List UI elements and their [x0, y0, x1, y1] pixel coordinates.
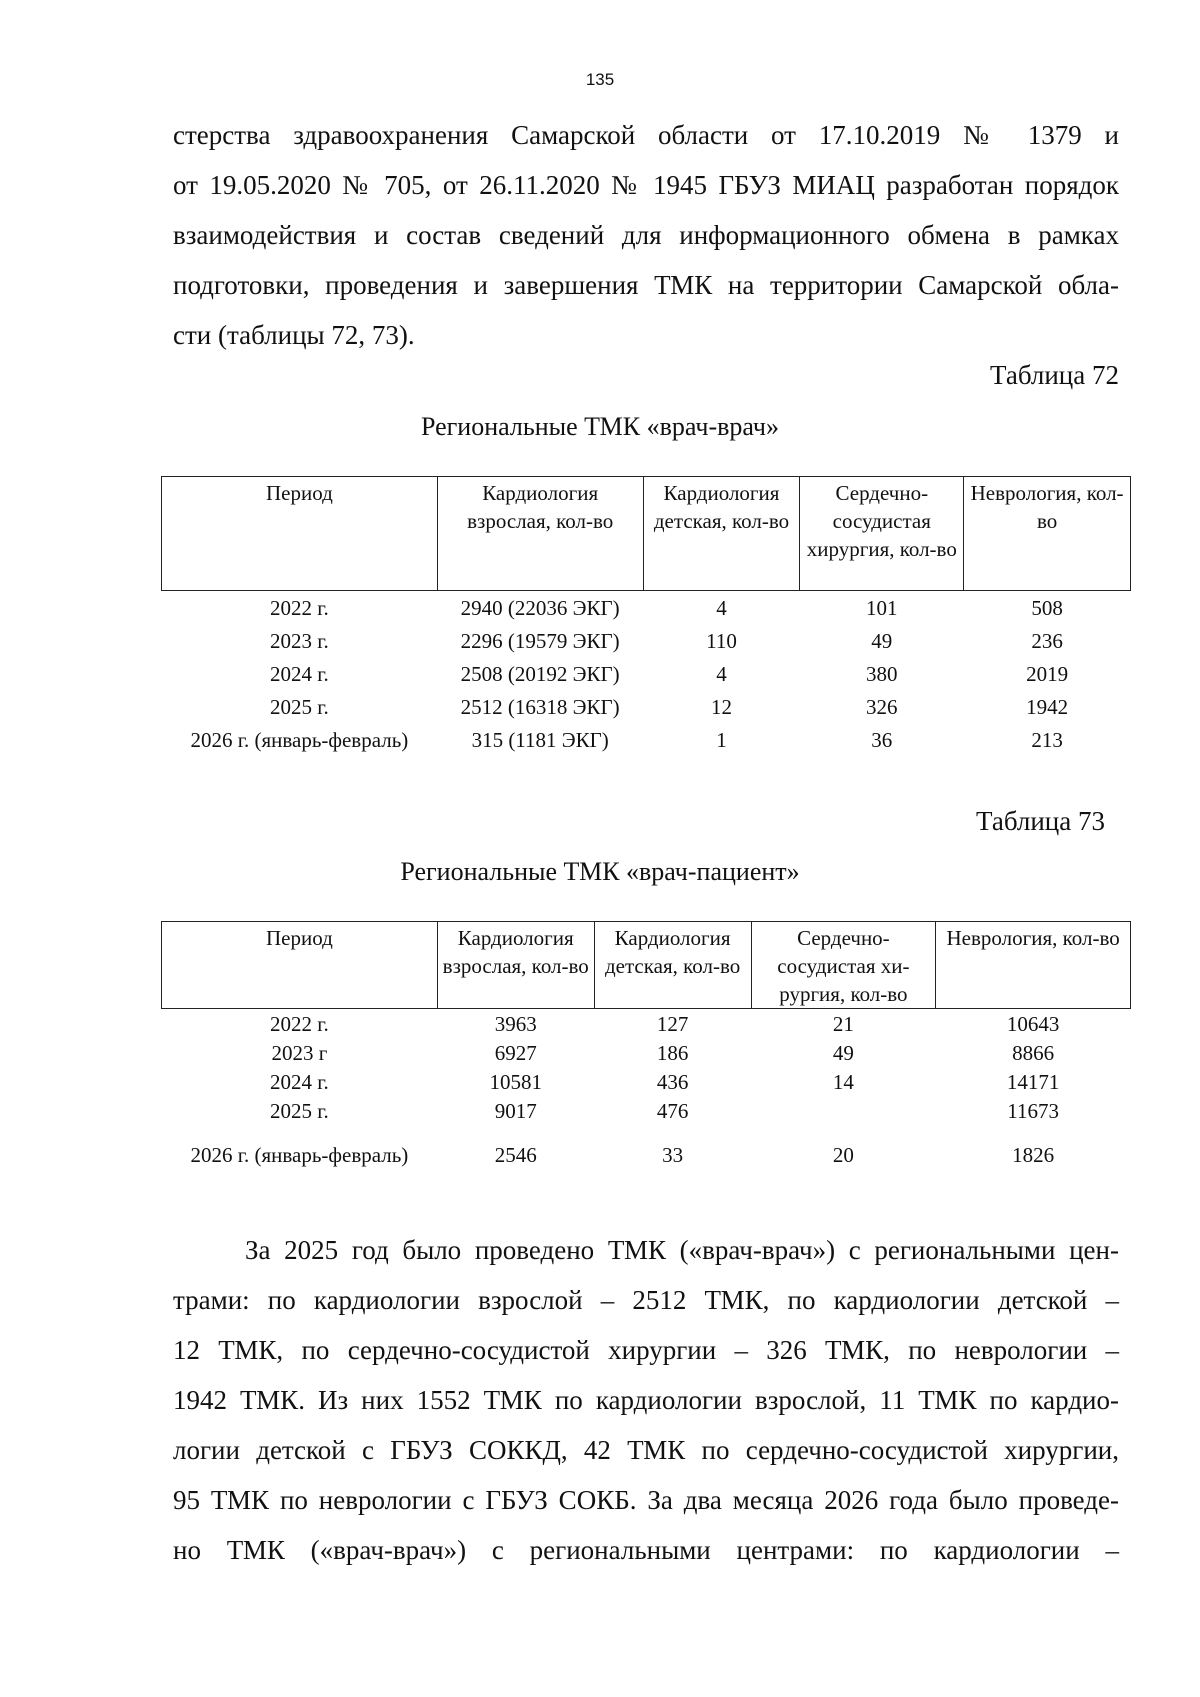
text-line: За 2025 год было проведено ТМК («врач-врач») с региональными цен- — [245, 1235, 1119, 1265]
column-header: Неврология, кол-во — [936, 922, 1131, 1009]
column-header: Сердечно-сосудистая хирургия, кол-во — [800, 477, 964, 591]
table-cell: 2023 г — [271, 1040, 328, 1065]
table-row — [162, 657, 1131, 690]
table-row — [162, 1009, 1131, 1039]
table-cell: 2024 г. — [270, 1069, 329, 1094]
column-header: Кардиология детская, кол-во — [594, 922, 751, 1009]
text-line: подготовки, проведения и завершения ТМК на территории Самарской обла- — [173, 270, 1119, 300]
table-cell: 9017 — [494, 1098, 537, 1123]
table-cell: 2023 г. — [270, 628, 329, 653]
table-cell: 33 — [662, 1143, 684, 1167]
table-cell: 380 — [866, 661, 898, 686]
column-header: Кардиология детская, кол-во — [643, 477, 800, 591]
table-cell: 436 — [656, 1069, 689, 1094]
column-header: Неврология, кол-во — [964, 477, 1131, 591]
table-cell: 21 — [832, 1011, 854, 1036]
text-line: но ТМК («врач-врач») с региональными центрами: по кардиологии – — [173, 1535, 1119, 1565]
table-cell: 1826 — [1012, 1143, 1055, 1167]
table-header-row — [162, 922, 1131, 1009]
table-cell: 476 — [656, 1098, 689, 1123]
table-cell: 4 — [716, 661, 727, 686]
table-cell: 2025 г. — [270, 694, 329, 719]
table-cell: 20 — [832, 1143, 854, 1167]
table-row — [162, 624, 1131, 657]
table-cell: 2546 — [494, 1143, 537, 1167]
table-73 — [161, 921, 1131, 1172]
table-cell: 127 — [656, 1011, 689, 1036]
table-cell: 36 — [871, 727, 893, 752]
table-cell: 2019 — [1026, 661, 1069, 686]
column-header: Сердечно-сосудистая хи-рургия, кол-во — [751, 922, 936, 1009]
table-72-label: Таблица 72 — [990, 360, 1119, 390]
table-cell: 326 — [866, 694, 898, 719]
intro-paragraph — [173, 110, 1119, 360]
table-cell: 49 — [871, 628, 893, 653]
text-line: стерства здравоохранения Самарской области от 17.10.2019 № 1379 и — [173, 120, 1119, 150]
table-header-row — [162, 477, 1131, 591]
text-line: от 19.05.2020 № 705, от 26.11.2020 № 1945 ГБУЗ МИАЦ разработан порядок — [173, 170, 1119, 200]
table-cell: 101 — [866, 595, 898, 620]
table-cell: 6927 — [494, 1040, 537, 1065]
page-number: 135 — [585, 70, 615, 89]
table-cell: 508 — [1031, 595, 1063, 620]
column-header: Период — [162, 477, 438, 591]
text-line: 95 ТМК по неврологии с ГБУЗ СОКБ. За два месяца 2026 года было проведе- — [173, 1485, 1119, 1515]
table-cell: 49 — [832, 1040, 854, 1065]
table-cell: 2296 (19579 ЭКГ) — [460, 628, 620, 653]
table-73-title: Региональные ТМК «врач-пациент» — [400, 857, 800, 886]
table-cell: 236 — [1031, 628, 1063, 653]
table-row — [162, 1038, 1131, 1067]
text-line: сти (таблицы 72, 73). — [173, 320, 415, 350]
table-cell: 10643 — [1006, 1011, 1060, 1036]
table-72 — [161, 476, 1131, 756]
table-row — [162, 1096, 1131, 1125]
text-line: взаимодействия и состав сведений для информационного обмена в рамках — [173, 220, 1119, 250]
closing-paragraph — [173, 1225, 1119, 1575]
table-cell: 2025 г. — [270, 1098, 329, 1123]
table-row — [162, 690, 1131, 723]
table-73-label: Таблица 73 — [976, 806, 1105, 836]
text-line: 12 ТМК, по сердечно-сосудистой хирургии – 326 ТМК, по неврологии – — [173, 1335, 1119, 1365]
table-cell: 11673 — [1007, 1098, 1059, 1123]
column-header: Кардиология взрослая, кол-во — [437, 922, 594, 1009]
column-header: Кардиология взрослая, кол-во — [437, 477, 643, 591]
text-line: 1942 ТМК. Из них 1552 ТМК по кардиологии взрослой, 11 ТМК по кардио- — [173, 1385, 1119, 1415]
table-row — [162, 1067, 1131, 1096]
table-cell: 110 — [706, 628, 737, 653]
table-row — [162, 723, 1131, 756]
table-cell: 1942 — [1026, 694, 1069, 719]
table-72-title: Региональные ТМК «врач-врач» — [420, 412, 780, 441]
table-cell: 213 — [1031, 727, 1063, 752]
table-cell: 2022 г. — [270, 1011, 329, 1036]
text-line: логии детской с ГБУЗ СОККД, 42 ТМК по сердечно-сосудистой хирургии, — [173, 1435, 1119, 1465]
table-cell: 1 — [716, 727, 727, 752]
table-cell: 315 (1181 ЭКГ) — [471, 727, 609, 752]
column-header: Период — [162, 922, 438, 1009]
table-cell: 2022 г. — [270, 595, 329, 620]
table-cell: 3963 — [494, 1011, 537, 1036]
table-cell: 2024 г. — [270, 661, 329, 686]
table-cell: 2026 г. (январь-февраль) — [190, 727, 409, 752]
table-row — [162, 591, 1131, 625]
table-row — [162, 1125, 1131, 1172]
table-cell: 4 — [716, 595, 727, 620]
table-cell: 8866 — [1012, 1040, 1055, 1065]
table-cell: 14 — [832, 1069, 854, 1094]
table-cell: 2512 (16318 ЭКГ) — [460, 694, 620, 719]
text-line: трами: по кардиологии взрослой – 2512 ТМК, по кардиологии детской – — [173, 1285, 1119, 1315]
table-cell — [751, 1096, 936, 1125]
table-cell: 2508 (20192 ЭКГ) — [460, 661, 620, 686]
table-cell: 2026 г. (январь-февраль) — [190, 1143, 409, 1167]
table-cell: 12 — [711, 694, 732, 719]
table-cell: 2940 (22036 ЭКГ) — [460, 595, 620, 620]
table-cell: 10581 — [489, 1069, 542, 1094]
table-cell: 14171 — [1006, 1069, 1060, 1094]
table-cell: 186 — [656, 1040, 689, 1065]
